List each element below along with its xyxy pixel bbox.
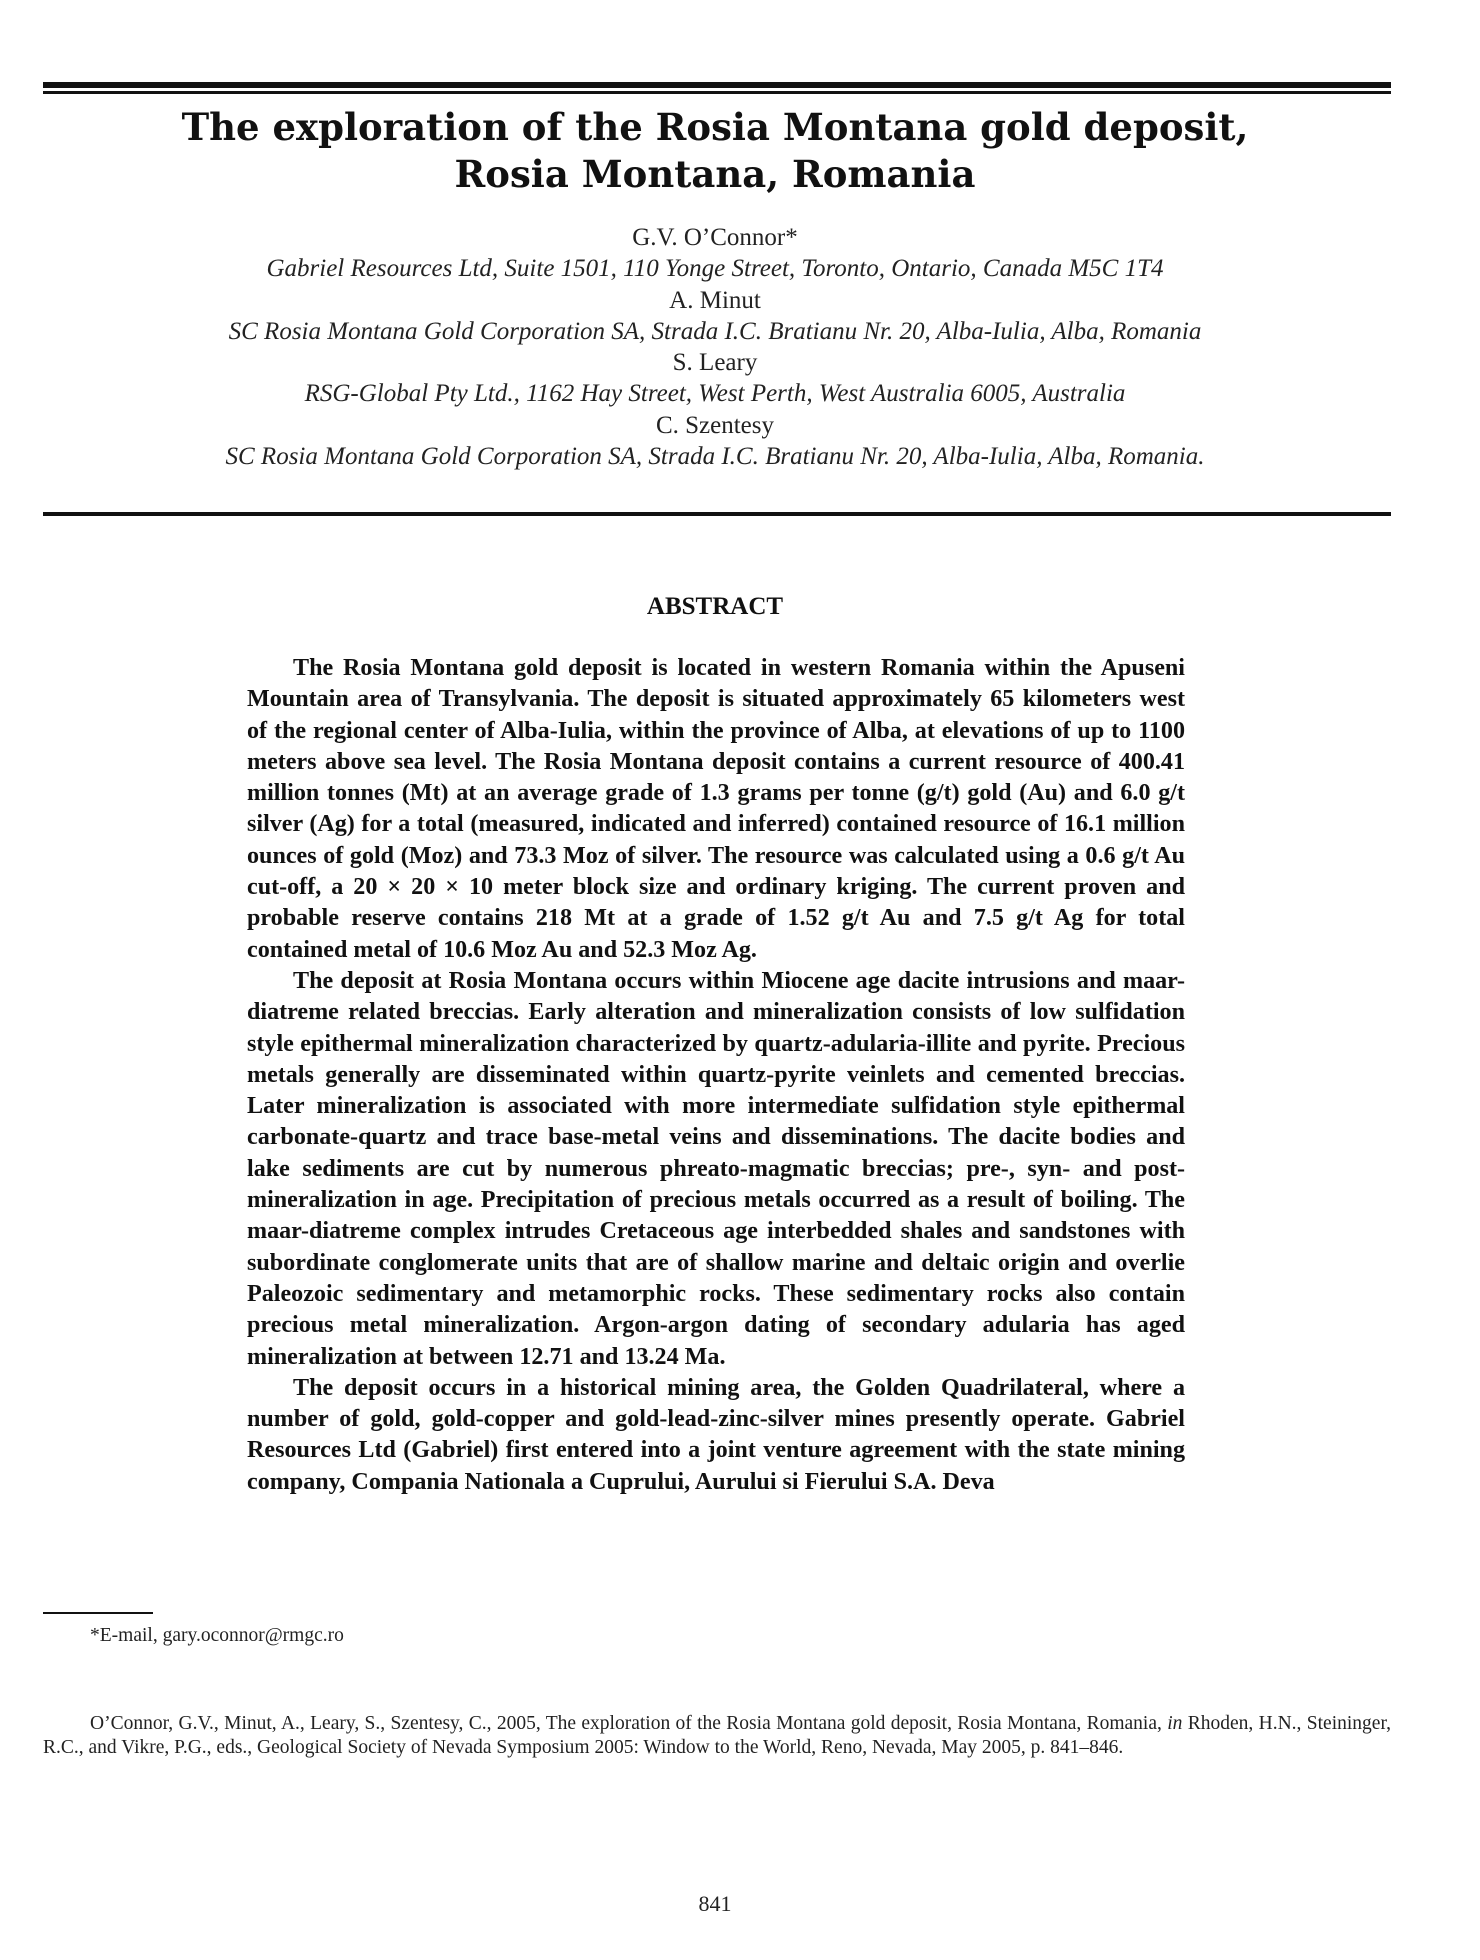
paper-title-line-1: The exploration of the Rosia Montana gold deposit, (181, 105, 1249, 149)
section-divider-rule (43, 512, 1391, 516)
citation-in: in (1167, 1713, 1183, 1734)
paper-title-line-2: Rosia Montana, Romania (454, 152, 976, 196)
abstract-heading: ABSTRACT (646, 593, 784, 620)
author-affiliation: RSG-Global Pty Ltd., 1162 Hay Street, West Perth, West Australia 6005, Australia (304, 380, 1126, 408)
citation (43, 1712, 1391, 1759)
author-name: C. Szentesy (655, 411, 775, 439)
abstract-paragraph: The Rosia Montana gold deposit is located in western Romania within the Apuseni Mountain area of Transylvania. The deposit is situated approximately 65 kilometers west of the regional center of Alba-Iulia, within the province of Alba, at elevations of up to 1100 meters above sea level. The Rosia Montana deposit contains a current resource of 400.41 million tonnes (Mt) at an average grade of 1.3 grams per tonne (g/t) gold (Au) and 6.0 g/t silver (Ag) for a total (measured, indicated and inferred) contained resource of 16.1 million ounces of gold (Moz) and 73.3 Moz of silver. The resource was calculated using a 0.6 g/t Au cut-off, a 20 × 20 × 10 meter block size and ordinary kriging. The current proven and probable reserve contains 218 Mt at a grade of 1.52 g/t Au and 7.5 g/t Ag for total contained metal of 10.6 Moz Au and 52.3 Moz Ag. (247, 655, 1185, 963)
abstract-body (247, 653, 1185, 1498)
footnote-email: *E-mail, gary.oconnor@rmgc.ro (90, 1625, 344, 1646)
citation-text-rest: Rhoden, H.N., Steininger, R.C., and Vikre, P.G., eds., Geological Society of Nevada Symposium 2005: Window to the World, Reno, Nevada, May 2005, p. 841–846. (43, 1713, 1392, 1758)
paper-title (0, 104, 1430, 198)
author-name: G.V. O’Connor* (632, 224, 798, 251)
page-number: 841 (698, 1891, 732, 1916)
author-name: A. Minut (669, 286, 761, 314)
abstract-paragraph: The deposit occurs in a historical mining area, the Golden Quadrilateral, where a number of gold, gold-copper and gold-lead-zinc-silver mines presently operate. Gabriel Resources Ltd (Gabriel) first entered into a joint venture agreement with the state mining company, Compania Nationala a Cuprului, Aurului si Fierului S.A. Deva (247, 1374, 1185, 1495)
author-affiliation: SC Rosia Montana Gold Corporation SA, Strada I.C. Bratianu Nr. 20, Alba-Iulia, Alba, Romania. (225, 443, 1205, 471)
author-name: S. Leary (672, 349, 758, 377)
abstract-paragraph: The deposit at Rosia Montana occurs within Miocene age dacite intrusions and maar-diatreme related breccias. Early alteration and mineralization consists of low sulfidation style epithermal mineralization characterized by quartz-adularia-illite and pyrite. Precious metals generally are disseminated within quartz-pyrite veinlets and cemented breccias. Later mineralization is associated with more intermediate sulfidation style epithermal carbonate-quartz and trace base-metal veins and disseminations. The dacite bodies and lake sediments are cut by numerous phreato-magmatic breccias; pre-, syn- and post-mineralization in age. Precipitation of precious metals occurred as a result of boiling. The maar-diatreme complex intrudes Cretaceous age interbedded shales and sandstones with subordinate conglomerate units that are of shallow marine and deltaic origin and overlie Paleozoic sedimentary and metamorphic rocks. These sedimentary rocks also contain precious metal mineralization. Argon-argon dating of secondary adularia has aged mineralization at between 12.71 and 13.24 Ma. (247, 967, 1185, 1370)
author-block (0, 222, 1430, 472)
citation-text: O’Connor, G.V., Minut, A., Leary, S., Szentesy, C., 2005, The exploration of the Rosia Montana gold deposit, Rosia Montana, Romania, (90, 1713, 1162, 1734)
header-rule-thin (43, 91, 1391, 94)
author-affiliation: SC Rosia Montana Gold Corporation SA, Strada I.C. Bratianu Nr. 20, Alba-Iulia, Alba, Romania (228, 317, 1202, 345)
author-affiliation: Gabriel Resources Ltd, Suite 1501, 110 Yonge Street, Toronto, Ontario, Canada M5C 1T4 (266, 255, 1164, 283)
header-rule-thick (43, 82, 1391, 88)
footnote-rule (43, 1612, 153, 1614)
